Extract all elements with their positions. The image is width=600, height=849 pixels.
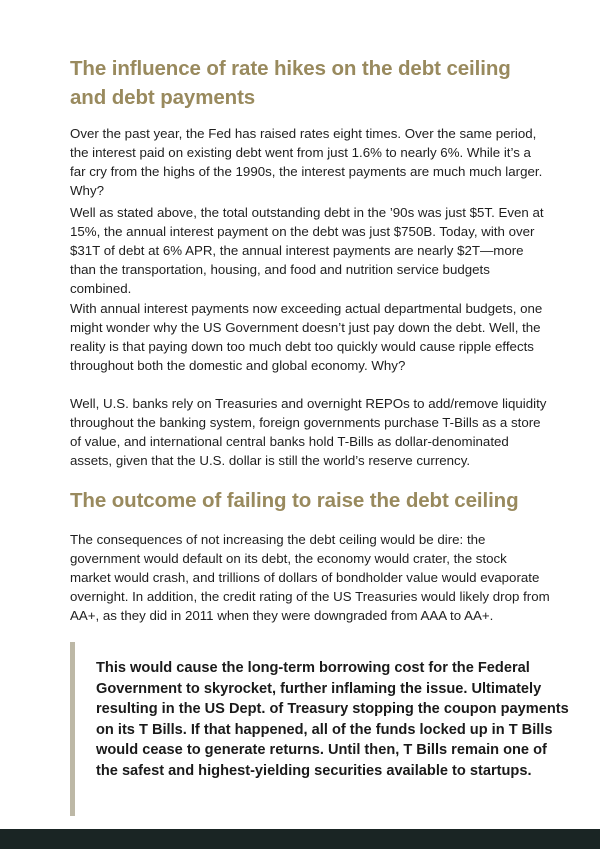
paragraph: Over the past year, the Fed has raised rates eight times. Over the same period, the interest paid on existing debt went from just 1.6% to nearly 6%. While it’s a far cry from the highs of the 1990s, the interest payments are much much larger. Why? (70, 126, 543, 198)
quote-bar (70, 642, 75, 816)
pull-quote-text: This would cause the long-term borrowing cost for the Federal Government to skyrocket, further inflaming the issue. Ultimately resulting in the US Dept. of Treasury stopping the coupon payments on its T Bills. If that happened, all of the funds locked up in T Bills would cease to generate returns. Until then, T Bills remain one of the safest and highest-yielding securities available to startups. (96, 660, 569, 779)
section-heading-rate-hikes: The influence of rate hikes on the debt ceiling and debt payments (70, 57, 511, 109)
section-heading-debt-ceiling-outcome: The outcome of failing to raise the debt ceiling (70, 489, 519, 512)
paragraph: Well, U.S. banks rely on Treasuries and overnight REPOs to add/remove liquidity throughout the banking system, foreign governments purchase T-Bills as a store of value, and international central banks hold T-Bills as dollar-denominated assets, given that the U.S. dollar is still the world’s reserve currency. (70, 396, 547, 468)
paragraph: The consequences of not increasing the debt ceiling would be dire: the government would default on its debt, the economy would crater, the stock market would crash, and trillions of dollars of bondholder value would evaporate overnight. In addition, the credit rating of the US Treasuries would likely drop from AA+, as they did in 2011 when they were downgraded from AAA to AA+. (70, 532, 550, 623)
paragraph: Well as stated above, the total outstanding debt in the ’90s was just $5T. Even at 15%, the annual interest payment on the debt was just $750B. Today, with over $31T of debt at 6% APR, the annual interest payments are nearly $2T—more than the transportation, housing, and food and nutrition service budgets combined. (70, 205, 544, 296)
paragraph: With annual interest payments now exceeding actual departmental budgets, one might wonder why the US Government doesn’t just pay down the debt. Well, the reality is that paying down too much debt too quickly would cause ripple effects throughout both the domestic and global economy. Why? (70, 301, 543, 373)
footer-band (0, 829, 600, 849)
pull-quote (70, 642, 570, 816)
